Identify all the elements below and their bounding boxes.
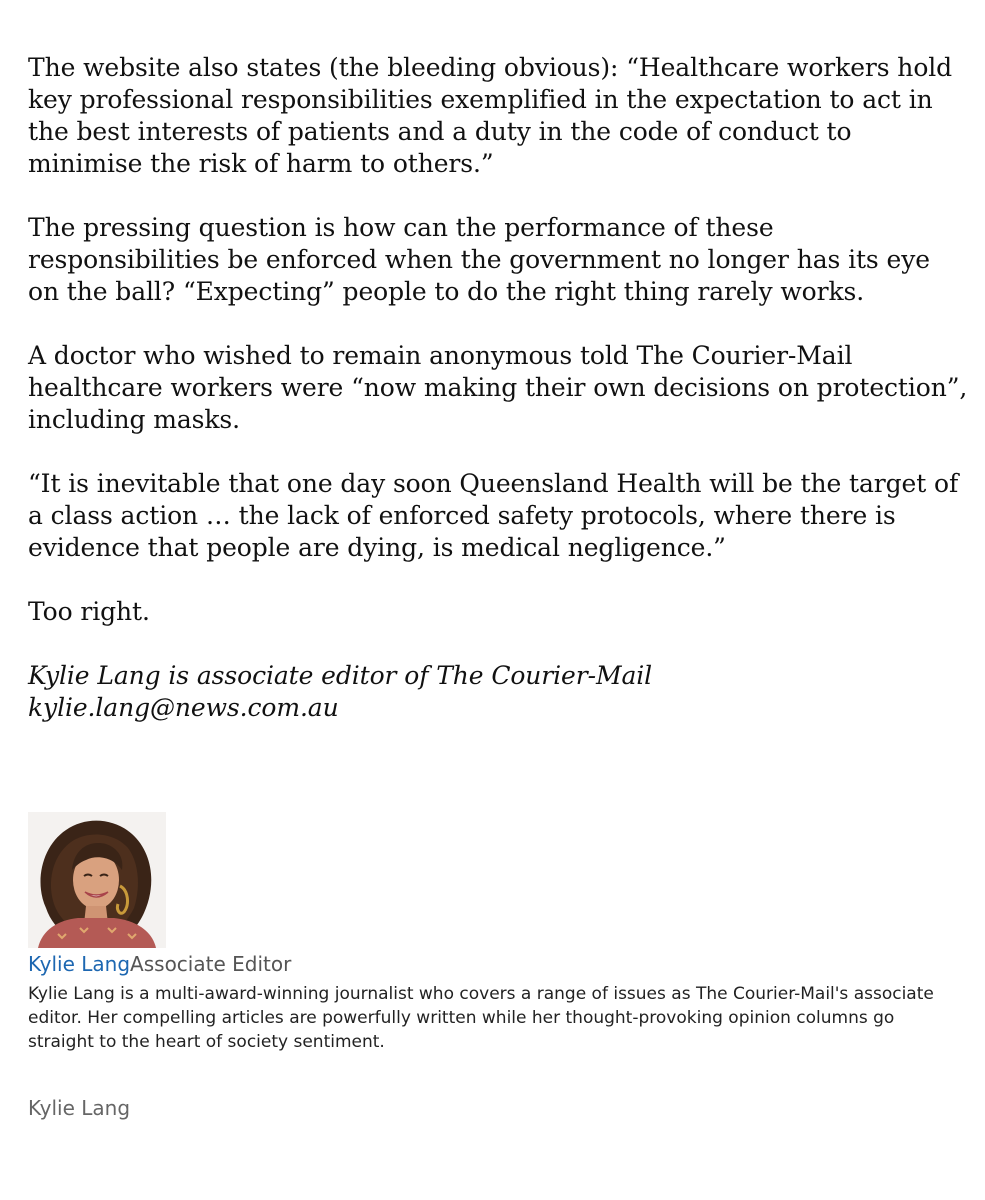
author-card (28, 812, 968, 1120)
article-paragraph: The website also states (the bleeding obvious): “Healthcare workers hold key professional responsibilities exemplified in the expectation to act in the best interests of patients and a duty in the code of conduct to minimise the risk of harm to others.” (28, 53, 953, 178)
author-bio: Kylie Lang is a multi-award-winning journalist who covers a range of issues as The Courier-Mail's associate editor. Her compelling articles are powerfully written while her thought-provoking opinion columns go straight to the heart of society sentiment. (28, 984, 934, 1052)
author-byline (28, 952, 968, 976)
author-photo-icon (28, 812, 166, 948)
article-paragraph: The pressing question is how can the performance of these responsibilities be enforced when the government no longer has its eye on the ball? “Expecting” people to do the right thing rarely works. (28, 213, 930, 306)
author-email: kylie.lang@news.com.au (28, 693, 339, 722)
signoff-line: Kylie Lang is associate editor of The Courier-Mail (28, 661, 653, 690)
author-name-link[interactable]: Kylie Lang (28, 952, 131, 976)
article-body (28, 52, 968, 724)
article-paragraph: Too right. (28, 597, 150, 626)
author-footer-name: Kylie Lang (28, 1096, 131, 1120)
author-role: Associate Editor (130, 952, 292, 976)
article-paragraph: “It is inevitable that one day soon Queensland Health will be the target of a class action … the lack of enforced safety protocols, where there is evidence that people are dying, is medical negligence.” (28, 469, 959, 562)
author-signoff (28, 660, 968, 724)
article-paragraph: A doctor who wished to remain anonymous told The Courier-Mail healthcare workers were “now making their own decisions on protection”, including masks. (28, 341, 968, 434)
avatar (28, 812, 166, 948)
